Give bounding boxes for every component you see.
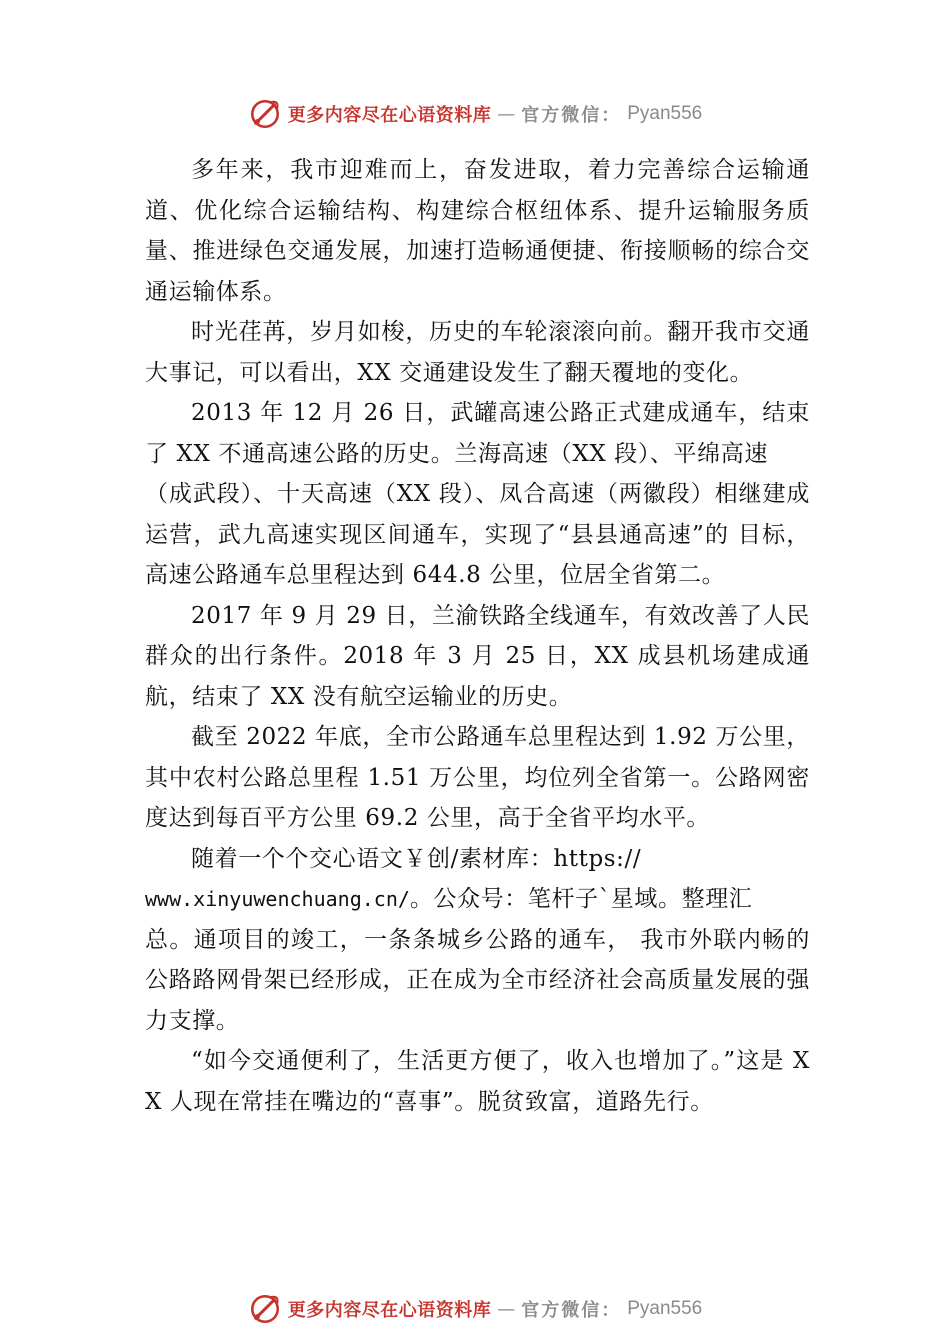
watermark-url: www.xinyuwenchuang.cn/ [145, 887, 410, 911]
watermark-text: 。公众号：笔杆子`星域。整理汇 [409, 886, 753, 912]
header-banner [0, 94, 950, 134]
watermark-text: 随着一个个交心语文￥创/素材库：https:// [191, 845, 642, 872]
banner-title: 更多内容尽在心语资料库 [287, 105, 492, 126]
banner-wechat-label: 官方微信： [521, 1300, 622, 1321]
paragraph: 2013 年 12 月 26 日，武罐高速公路正式建成通车，结束了 XX 不通高速公路的历史。兰海高速（XX 段）、平绵高速 [145, 400, 810, 467]
paragraph: 总。通项目的竣工，一条条城乡公路的通车， 我市外联内畅的公路路网骨架已经形成，正在成为全市经济社会高质量发展的强力支撑。 [145, 926, 810, 1034]
paragraph: （成武段）、十天高速（XX 段）、凤合高速（两徽段）相继建成运营，武九高速实现区间通车，实现了“县县通高速”的 目标，高速公路通车总里程达到 644.8 公里，位居全省第二。 [145, 481, 810, 588]
banner-title: 更多内容尽在心语资料库 [287, 1300, 492, 1321]
banner-wechat-id: Pyan556 [627, 103, 703, 124]
paragraph: 多年来，我市迎难而上，奋发进取，着力完善综合运输通道、优化综合运输结构、构建综合枢纽体系、提升运输服务质量、推进绿色交通发展，加速打造畅通便捷、衔接顺畅的综合交通运输体系。 [145, 157, 810, 305]
brush-logo-icon [248, 1292, 282, 1326]
paragraph: 时光荏苒，岁月如梭，历史的车轮滚滚向前。翻开我市交通大事记，可以看出，XX 交通建设发生了翻天覆地的变化。 [145, 319, 810, 386]
paragraph: 2017 年 9 月 29 日，兰渝铁路全线通车，有效改善了人民群众的出行条件。2018 年 3 月 25 日，XX 成县机场建成通航，结束了 XX 没有航空运输业的历史。 [145, 602, 810, 710]
banner-dash: — [497, 103, 516, 125]
document-body [145, 150, 810, 1122]
banner-wechat-id: Pyan556 [627, 1298, 703, 1319]
paragraph: “如今交通便利了，生活更方便了，收入也增加了。”这是 XX 人现在常挂在嘴边的“喜事”。脱贫致富，道路先行。 [145, 1048, 810, 1115]
footer-banner [0, 1289, 950, 1329]
banner-wechat-label: 官方微信： [521, 105, 622, 126]
brush-logo-icon [248, 97, 282, 131]
paragraph: 截至 2022 年底，全市公路通车总里程达到 1.92 万公里，其中农村公路总里程 1.51 万公里，均位列全省第一。公路网密度达到每百平方公里 69.2 公里，高于全省平均水平。 [145, 724, 810, 831]
banner-dash: — [497, 1298, 516, 1320]
watermark-line [145, 879, 810, 920]
watermark-line [145, 839, 810, 880]
